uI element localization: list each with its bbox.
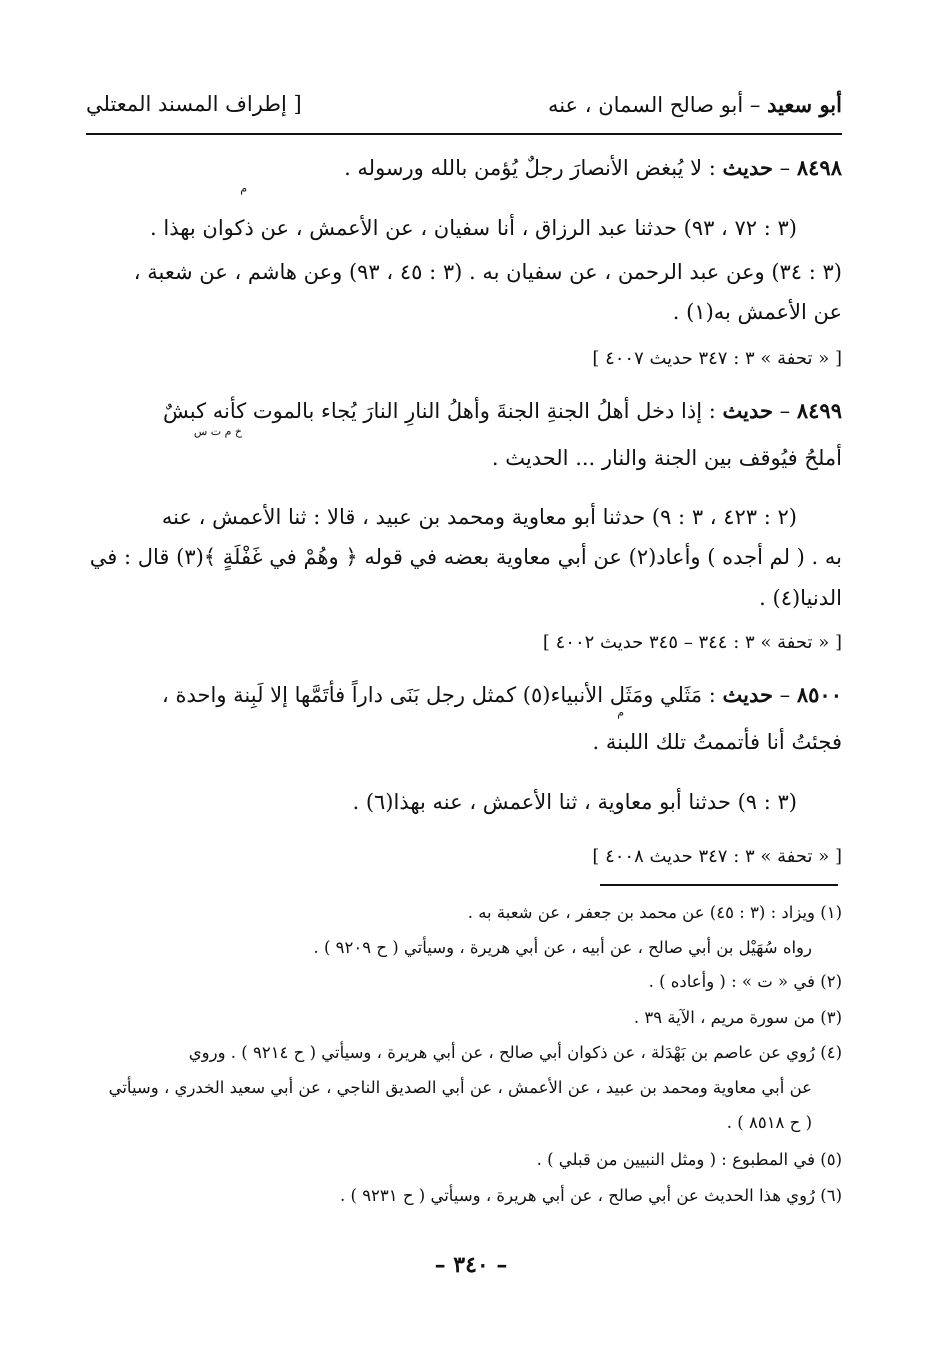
footnote: ( ح ٨٥١٨ ) .	[726, 1113, 812, 1132]
entry-text: : مَثَلي ومَثَل الأنبياء(٥) كمثل رجل بَنَى داراً فأتَمَّها إلا لَبِنة واحدة ،	[162, 683, 716, 707]
footnote: (٥) في المطبوع : ( ومثل النبيين من قبلي ) .	[536, 1150, 842, 1169]
tuhfa-reference: [ « تحفة » ٣ : ٣٤٧ حديث ٤٠٠٧ ]	[592, 348, 842, 369]
page-number: – ٣٤٠ –	[434, 1252, 508, 1278]
footnote: (٢) في « ت » : ( وأعاده ) .	[648, 972, 842, 991]
entry-text-cont: فجئتُ أنا فأتممتُ تلك اللبنة .	[592, 730, 842, 754]
footnote: رواه سُهَيْل بن أبي صالح ، عن أبيه ، عن أبي هريرة ، وسيأتي ( ح ٩٢٠٩ ) .	[313, 938, 812, 957]
narrator-symbols: م	[617, 706, 624, 719]
entry-number: ٨٤٩٩	[796, 398, 842, 423]
entry-keyword: حديث	[722, 155, 773, 180]
header-author: أبو سعيد	[767, 92, 842, 117]
tuhfa-reference: [ « تحفة » ٣ : ٣٤٤ – ٣٤٥ حديث ٤٠٠٢ ]	[542, 632, 842, 653]
footnote: عن أبي معاوية ومحمد بن عبيد ، عن الأعمش ، عن أبي الصديق الناجي ، عن أبي سعيد الخدري ، وسيأتي	[108, 1078, 812, 1097]
chain-line: به . ( لم أجده ) وأعاد(٢) عن أبي معاوية بعضه في قوله ﴿ وهُمْ في غَفْلَةٍ ﴾(٣) قال : في	[89, 545, 842, 569]
entry-number: ٨٥٠٠	[796, 682, 842, 707]
footnote-rule	[600, 884, 838, 886]
narrator-symbols: خ م ت س	[193, 425, 242, 438]
entry-keyword: حديث	[722, 682, 773, 707]
chain-line: عن الأعمش به(١) .	[672, 300, 842, 324]
entry-heading: ٨٥٠٠ – حديث : مَثَلي ومَثَل الأنبياء(٥) كمثل رجل بَنَى داراً فأتَمَّها إلا لَبِنة واحدة ،	[162, 682, 842, 707]
narrator-symbols: م	[240, 182, 247, 195]
running-header-left: [ إطراف المسند المعتلي	[86, 92, 302, 116]
entry-text-cont: أملحُ فيُوقف بين الجنة والنار ... الحديث .	[491, 446, 842, 470]
header-chain: – أبو صالح السمان ، عنه	[547, 93, 761, 117]
entry-number: ٨٤٩٨	[796, 155, 842, 180]
footnote: (١) ويزاد : (٣ : ٤٥) عن محمد بن جعفر ، عن شعبة به .	[467, 903, 842, 922]
footnote: (٦) رُوي هذا الحديث عن أبي صالح ، عن أبي هريرة ، وسيأتي ( ح ٩٢٣١ ) .	[340, 1186, 842, 1205]
entry-keyword: حديث	[722, 398, 773, 423]
header-rule	[86, 133, 842, 135]
entry-heading: ٨٤٩٨ – حديث : لا يُبغض الأنصارَ رجلٌ يُؤمن بالله ورسوله .	[344, 155, 842, 180]
entry-text: : لا يُبغض الأنصارَ رجلٌ يُؤمن بالله ورسوله .	[344, 156, 716, 180]
chain-line: (٣ : ٩) حدثنا أبو معاوية ، ثنا الأعمش ، عنه بهذا(٦) .	[352, 790, 797, 814]
chain-line: (٢ : ٤٢٣ ، ٣ : ٩) حدثنا أبو معاوية ومحمد بن عبيد ، قالا : ثنا الأعمش ، عنه	[161, 505, 797, 529]
chain-line: (٣ : ٣٤) وعن عبد الرحمن ، عن سفيان به . (٣ : ٤٥ ، ٩٣) وعن هاشم ، عن شعبة ،	[133, 260, 842, 284]
running-header-right	[548, 92, 842, 117]
footnote: (٤) رُوي عن عاصم بن بَهْدَلة ، عن ذكوان أبي صالح ، عن أبي هريرة ، وسيأتي ( ح ٩٢١٤ ) . وروي	[188, 1043, 842, 1062]
tuhfa-reference: [ « تحفة » ٣ : ٣٤٧ حديث ٤٠٠٨ ]	[592, 846, 842, 867]
entry-text: : إذا دخل أهلُ الجنةِ الجنةَ وأهلُ النارِ النارَ يُجاء بالموت كأنه كبشٌ	[162, 399, 716, 423]
chain-line: الدنيا(٤) .	[759, 586, 842, 610]
footnote: (٣) من سورة مريم ، الآية ٣٩ .	[633, 1008, 842, 1027]
entry-heading: ٨٤٩٩ – حديث : إذا دخل أهلُ الجنةِ الجنةَ وأهلُ النارِ النارَ يُجاء بالموت كأنه كبشٌ	[162, 398, 842, 423]
chain-line: (٣ : ٧٢ ، ٩٣) حدثنا عبد الرزاق ، أنا سفيان ، عن الأعمش ، عن ذكوان بهذا .	[150, 216, 797, 240]
